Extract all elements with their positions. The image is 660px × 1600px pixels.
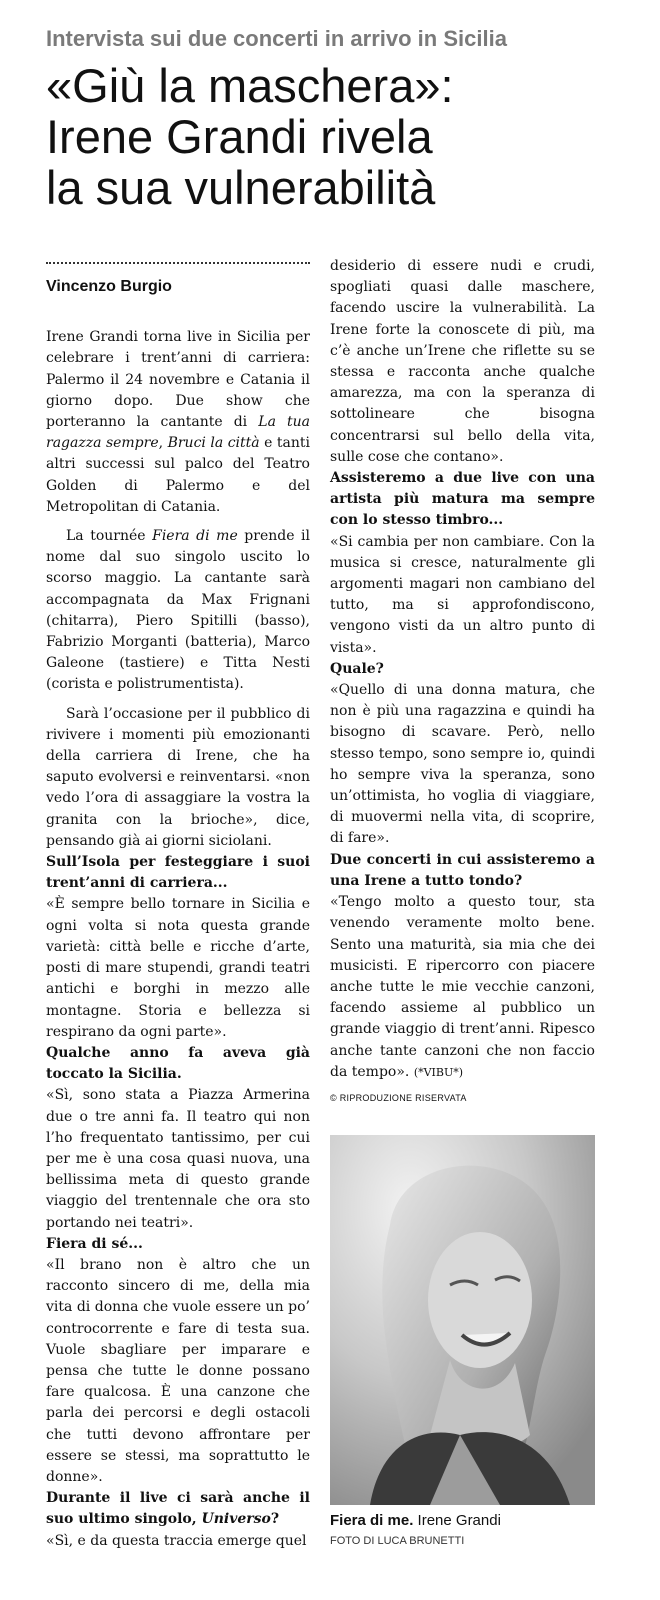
article-kicker: Intervista sui due concerti in arrivo in Sicilia	[46, 26, 507, 51]
photo-credit: FOTO DI LUCA BRUNETTI	[330, 1535, 465, 1547]
article-title	[46, 60, 626, 213]
article-column-right	[330, 256, 595, 1109]
interview-answer: desiderio di essere nudi e crudi, spogliati quasi dalle maschere, facendo uscire la vulnerabilità. La Irene forte la conoscete di più, ma c’è anche un’Irene che riflette su se stessa e racconta anche qualche amarezza, ma con la speranza di sottolineare che bisogna concentrarsi sul bello della vita, sulle cose che contano».	[330, 258, 595, 465]
byline-author: Vincenzo Burgio	[46, 278, 172, 295]
paragraph-occasion: Sarà l’occasione per il pubblico di rivivere i momenti più emozionanti della carriera di Irene, che ha saputo evolversi e reinventarsi. «non vedo l’ora di assaggiare la vostra la granita con la brioche», dice, pensando già ai giorni siciolani.	[46, 705, 310, 849]
interview-answer: «Sì, sono stata a Piazza Armerina due o tre anni fa. Il teatro qui non l’ho frequentato tantissimo, per cui per me è una cosa quasi nuova, una bellissima meta di questo grande viaggio del trentennale che ora sto portando nei teatri».	[46, 1087, 310, 1231]
interview-answer: «Si cambia per non cambiare. Con la musica si cresce, naturalmente gli argomenti magari non cambiano del tutto, ma si approfondiscono, vengono visti da un altro punto di vista».	[330, 533, 595, 656]
interview-question: Durante il live ci sarà anche il suo ultimo singolo, Universo?	[46, 1490, 310, 1528]
interview-answer: «Quello di una donna matura, che non è più una ragazzina e quindi ha bisogno di scavare. Però, nello stesso tempo, sono sempre io, quindi ho sempre viva la speranza, sono un’ottimista, ho voglia di viaggiare, di muovermi nella vita, di scoprire, di fare».	[330, 682, 595, 847]
interview-question: Sull’Isola per festeggiare i suoi trent’anni di carriera...	[46, 854, 310, 892]
title-line: «Giù la maschera»:	[46, 59, 454, 112]
interview-answer: «Tengo molto a questo tour, sta venendo veramente molto bene. Sento una maturità, sia mia che dei musicisti. E ripercorro con piacere anche tutte le mie vecchie canzoni, facendo assieme al pubblico un grande viaggio di trent’anni. Ripesco anche tante canzoni che non faccio da tempo». (*VIBU*)	[330, 894, 595, 1080]
title-line: la sua vulnerabilità	[46, 161, 436, 214]
author-signature: (*VIBU*)	[413, 1065, 464, 1079]
irene-grandi-photo	[330, 1135, 595, 1505]
interview-question: Quale?	[330, 660, 384, 677]
interview-answer: «Il brano non è altro che un racconto sincero di me, della mia vita di donna che vuole essere un po’ controcorrente e fare di testa sua. Vuole sbagliare per imparare e pensa che tutte le donne possano fare qualcosa. È una canzone che parla dei percorsi e degli ostacoli che tutti devono affrontare per essere se stessi, ma soprattutto le donne».	[46, 1256, 310, 1485]
title-line: Irene Grandi rivela	[46, 110, 433, 163]
paragraph-intro: Irene Grandi torna live in Sicilia per celebrare i trent’anni di carriera: Palermo il 24 novembre e Catania il giorno dopo. Due show che porteranno la cantante di La tua ragazza sempre, Bruci la città e tanti altri successi sul palco del Teatro Golden di Palermo e del Metropolitan di Catania.	[46, 329, 310, 515]
paragraph-tour: La tournée Fiera di me prende il nome dal suo singolo uscito lo scorso maggio. La cantante sarà accompagnata da Max Frignani (chitarra), Piero Spitilli (basso), Fabrizio Morganti (batteria), Marco Galeone (tastiere) e Titta Nesti (corista e polistrumentista).	[46, 528, 310, 693]
interview-question: Fiera di sé...	[46, 1235, 143, 1252]
interview-question: Due concerti in cui assisteremo a una Irene a tutto tondo?	[330, 851, 595, 889]
interview-answer: «È sempre bello tornare in Sicilia e ogni volta si nota questa grande varietà: città belle e ricche d’arte, posti di mare stupendi, grandi teatri antichi e borghi in mezzo alle montagne. Storia e bellezza si respirano da ogni parte».	[46, 896, 310, 1040]
portrait-image	[330, 1135, 595, 1505]
article-column-left	[46, 256, 310, 1552]
interview-question: Assisteremo a due live con una artista più matura ma sempre con lo stesso timbro...	[330, 470, 595, 529]
copyright-notice: © RIPRODUZIONE RISERVATA	[330, 1092, 467, 1103]
photo-caption: Fiera di me. Irene Grandi	[330, 1512, 501, 1529]
interview-question: Qualche anno fa aveva già toccato la Sicilia.	[46, 1044, 310, 1083]
interview-answer: «Sì, e da questa traccia emerge quel	[46, 1532, 307, 1549]
